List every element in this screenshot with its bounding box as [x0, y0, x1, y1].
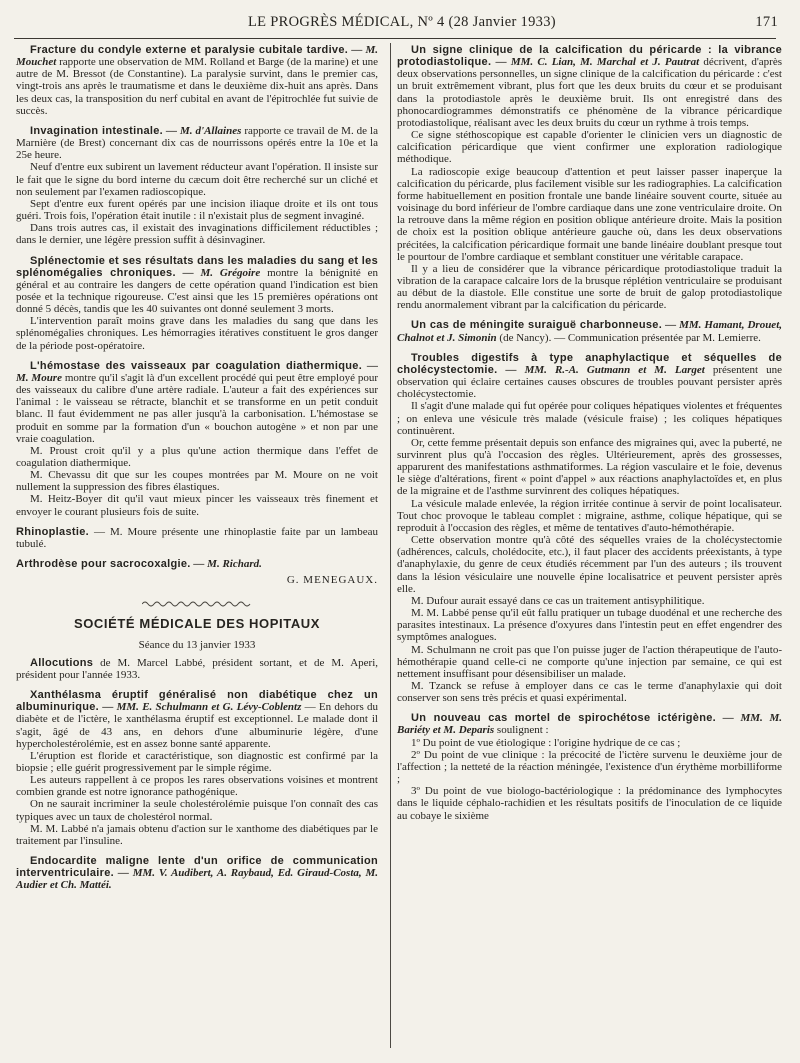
ornament-divider: [142, 600, 252, 608]
paragraph: Neuf d'entre eux subirent un lavement réducteur avant l'opération. Il insiste sur le fait que le signe du bord interne du cæcum doit être recherché sur un cliché et non seulement par l'examen radioscopique.: [16, 161, 378, 198]
article-calcification-pericarde: Un signe clinique de la calcification du péricarde : la vibrance protodiastolique. — MM. C. Lian, M. Marchal et J. Pautrat décrivent, d'après deux observations personnelles, un signe clinique de la calcification du péricarde : c'est un bruit extrêmement vibrant, plus fort que les deux bruits du cœur et se produisant dans la protodiastole après le deuxième bruit. Ils ont enregistré dans des phonocardiogrammes démonstratifs ce phénomène de la vibrance péricardique protodiastolique, réalisant avec les deux bruits du cœur un rythme à trois temps.: [397, 44, 783, 129]
article-spirochetose: Un nouveau cas mortel de spirochétose ictérigène. — MM. M. Bariéty et M. Deparis soulignent :: [397, 712, 783, 737]
author-signature: G. MENEGAUX.: [286, 574, 378, 587]
paragraph: La vésicule malade enlevée, la région irritée continue à servir de point localisateur. Tout choc provoque le tableau complet : migraine, asthme, colique hépatique, qui se reproduit à l'occasion des règles, et même de tentatives d'auto-hémothérapie.: [397, 497, 782, 534]
article-invagination: Invagination intestinale. — M. d'Allaines rapporte ce travail de M. de la Marnière (de Brest) concernant dix cas de nourrissons opérés entre la 10e et la 25e heure.: [16, 124, 378, 162]
paragraph: Les auteurs rappellent à ce propos les rares observations voisines et montrent combien grande est notre ignorance pathogénique.: [16, 774, 378, 799]
paragraph: 2º Du point de vue clinique : la précocité de l'ictère survenu le deuxième jour de l'affection ; la netteté de la réaction méningée, l'existence d'un érythème morbilliforme ;: [397, 748, 782, 786]
paragraph: M. Schulmann ne croit pas que l'on puisse juger de l'action thérapeutique de l'auto-hémothérapie quand celle-ci ne comporte qu'une injection par semaine, ce qui est nettement insuffisant pour désensibiliser un malade.: [397, 643, 782, 680]
article-xanthelasma: Xanthélasma éruptif généralisé non diabétique chez un albuminurique. — MM. E. Schulmann et G. Lévy-Coblentz — En dehors du diabète et de l'ictère, le xanthélasma éruptif est exceptionnel. Le malade dont il s'agit, âgé de 43 ans, en dehors d'une albuminurie légère, d'une hypercholestérolémie, est en assez bonne santé apparente.: [16, 689, 379, 750]
paragraph: L'éruption est floride et caractéristique, son diagnostic est confirmé par la biopsie ; elle guérit progressivement par le simple régime.: [16, 749, 378, 774]
paragraph: M. Proust croit qu'il y a plus qu'une action thermique dans l'effet de coagulation diathermique.: [16, 444, 378, 469]
paragraph: Or, cette femme présentait depuis son enfance des migraines qui, avec la puberté, ne survinrent plus qu'à l'occasion des règles. Ultérieurement, après des grossesses, apparurent des manifestations asthmatiformes. La région vasculaire et le foie, devenus le siège d'altérations, firent « point d'appel » aux réactions anaphylactoïdes et, en plus de la migraine et de l'asthme survinrent des coliques hépatiques.: [397, 436, 782, 498]
society-title: SOCIÉTÉ MÉDICALE DES HOPITAUX: [73, 616, 321, 632]
paragraph: Ce signe stéthoscopique est capable d'orienter le clinicien vers un diagnostic de calcification péricardique que vient confirmer une exploration radiologique méthodique.: [397, 129, 782, 166]
article-troubles-digestifs: Troubles digestifs à type anaphylactique et séquelles de cholécystectomie. — MM. R.-A. Gutmann et M. Larget présentent une observation qui éclaire certaines causes obscures de troubles pouvant persister après cholécystectomie.: [397, 351, 783, 401]
article-fracture: Fracture du condyle externe et paralysie cubitale tardive. — M. Mouchet rapporte une observation de MM. Rolland et Barge (de la marine) et une autre de M. Bressot (de Constantine). La paralysie survint, dans le premier cas, vingt-trois ans après le traumatisme et dans le deuxième dix-huit ans après. Dans les deux cas, la transposition du nerf cubital en avant de l'épitrochlée fut suivie de succès.: [16, 44, 379, 117]
header-rule: [14, 38, 776, 39]
article-allocutions: Allocutions de M. Marcel Labbé, président sortant, et de M. Aperi, président pour l'année 1933.: [16, 656, 379, 681]
paragraph: Cette observation montre qu'à côté des séquelles vraies de la cholécystectomie (adhérences, calculs, cholédocite, etc.), il faut placer des accidents préexistants, à type d'anaphylaxie, du genre de ceux étudiés récemment par l'un des auteurs ; ils trouvent dans la lésion vésiculaire une nouvelle épine localisatrice et peuvent persister après elle.: [397, 534, 782, 595]
journal-title: LE PROGRÈS MÉDICAL, Nº 4 (28 Janvier 1933): [248, 14, 556, 30]
paragraph: 3º Du point de vue biologo-bactériologique : la prédominance des lymphocytes dans le liquide céphalo-rachidien et les résultats positifs de l'inoculation de ce liquide au cobaye le sixième: [397, 785, 782, 822]
column-divider: [390, 43, 391, 1048]
paragraph: Il y a lieu de considérer que la vibrance péricardique protodiastolique traduit la vibration de la carapace calcaire lors de la brusque réplétion ventriculaire se produisant au début de la diastole. Elle constitue une sorte de bruit de galop protodiastolique rendu anormalement vibrant par la calcification du péricarde.: [397, 262, 782, 312]
article-rhinoplastie: Rhinoplastie. — M. Moure présente une rhinoplastie faite par un lambeau tubulé.: [16, 525, 379, 550]
article-endocardite: Endocardite maligne lente d'un orifice de communication interventriculaire. — MM. V. Audibert, A. Raybaud, Ed. Giraud-Costa, M. Audier et Ch. Mattéi.: [16, 855, 379, 892]
article-splenectomie: Splénectomie et ses résultats dans les maladies du sang et les splénomégalies chroniques. — M. Grégoire montre la bénignité en général et au contraire les dangers de cette opération quand l'indication est bien posée et la technique rigoureuse. C'est ainsi que les 15 premières opérations ont donné 5 décès, tandis que les 40 suivantes ont donné seulement 3 morts.: [16, 254, 378, 316]
paragraph: La radioscopie exige beaucoup d'attention et peut laisser passer inaperçue la calcification du péricarde, plus facilement visible sur les radiographies. La calcification forme habituellement en position frontale une bande linéaire souvent courte, située au voisinage du bord inférieur de l'ombre cardiaque dans une zone ventriculaire droite. On la retrouve dans la même région en position oblique antérieure droite. Mais la position de choix est la position oblique antérieure gauche où, dans les deux observations précitées, la calcification péricardique formait une bande linéaire doublant presque tout le pourtour de l'ombre cardiaque et semblant constituer une véritable carapace.: [397, 165, 782, 263]
paragraph: Il s'agit d'une malade qui fut opérée pour coliques hépatiques violentes et fréquentes ; on enleva une vésicule très malade (vésicule fraise) ; les coliques hépatiques continuèrent.: [397, 400, 782, 437]
paragraph: On ne saurait incriminer la seule cholestérolémie puisque l'on connaît des cas typiques avec un taux de cholestérol normal.: [16, 798, 378, 823]
paragraph: M. Heitz-Boyer dit qu'il vaut mieux pincer les vaisseaux très finement et envoyer le courant plusieurs fois de suite.: [16, 493, 378, 518]
paragraph: M. M. Labbé n'a jamais obtenu d'action sur le xanthome des diabétiques par le traitement par l'insuline.: [16, 822, 378, 847]
left-column: [16, 44, 378, 892]
paragraph: Sept d'entre eux furent opérés par une incision iliaque droite et ils ont tous guéri. Trois fois, l'opération était inutile : il n'existait plus de segment invaginé.: [16, 197, 378, 223]
page-header: [18, 12, 778, 34]
right-column: [397, 44, 782, 822]
article-hemostase: L'hémostase des vaisseaux par coagulation diathermique. — M. Moure montre qu'il s'agit là d'un excellent procédé qui peut être employé pour des vaisseaux du calibre d'une artère radiale. L'auteur a fait des expériences sur l'animal : le vaisseau se rétracte, blanchit et se transforme en un petit conduit blanc. Il faut évidemment ne pas aller jusqu'à la carbonisation. L'hémostase se produit en somme par la formation d'un « bouchon autogène » et non par une vraie coagulation.: [16, 359, 379, 445]
paragraph: L'intervention paraît moins grave dans les maladies du sang que dans les splénomégalies chroniques. Les hémorragies itératives constituent le gros danger de la période post-opératoire.: [16, 315, 378, 352]
paragraph: 1º Du point de vue étiologique : l'origine hydrique de ce cas ;: [411, 736, 681, 749]
paragraph: M. Tzanck se refuse à employer dans ce cas le terme d'anaphylaxie qui doit conserver son sens très précis et quasi expérimental.: [397, 679, 782, 705]
paragraph: M. Chevassu dit que sur les coupes montrées par M. Moure on ne voit nullement la suppression des fibres élastiques.: [16, 469, 378, 494]
paragraph: Dans trois autres cas, il existait des invaginations difficilement réductibles ; dans le dernier, une légère pression suffit à désinvaginer.: [16, 222, 378, 247]
paragraph: M. M. Labbé pense qu'il eût fallu pratiquer un tubage duodénal et une recherche des parasites intestinaux. La présence d'oxyures dans l'intestin peut en effet engendrer des symptômes analogues.: [397, 607, 782, 644]
article-arthrodese: Arthrodèse pour sacrocoxalgie. — M. Richard.: [16, 558, 262, 571]
seance-date: Séance du 13 janvier 1933: [138, 638, 256, 651]
article-meningite: Un cas de méningite suraiguë charbonneuse. — MM. Hamant, Drouet, Chalnot et J. Simonin (de Nancy). — Communication présentée par M. Lemierre.: [397, 319, 782, 344]
paragraph: M. Dufour aurait essayé dans ce cas un traitement antisyphilitique.: [411, 594, 705, 607]
page-number: 171: [755, 14, 778, 30]
